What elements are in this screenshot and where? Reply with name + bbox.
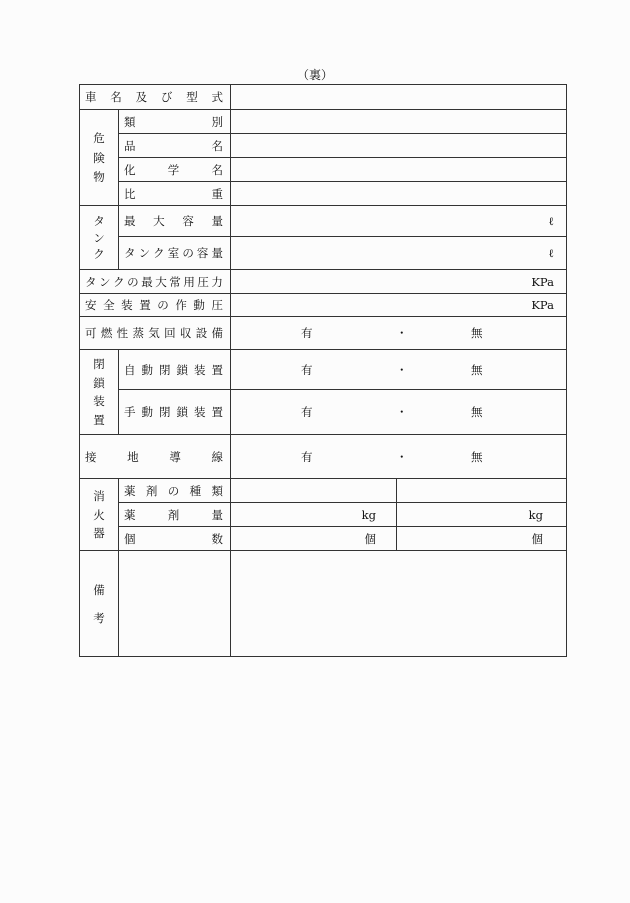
label-char: 置 (211, 362, 223, 377)
label-chemical-name (118, 157, 230, 181)
label-char: 大 (155, 274, 167, 289)
label-char: 量 (211, 246, 223, 260)
unit-kg: kg (361, 507, 376, 522)
label-char: 作 (175, 298, 187, 312)
label-char: ン (93, 230, 105, 245)
label-char: 名 (110, 90, 122, 104)
label-hazardous-material (79, 109, 118, 205)
label-char: 気 (148, 326, 160, 340)
label-char: 手 (124, 405, 136, 419)
label-tank (79, 205, 118, 269)
label-char: 名 (211, 138, 223, 153)
field-count-b[interactable] (396, 526, 567, 550)
label-char: 蒸 (132, 326, 144, 340)
label-char: ン (138, 246, 151, 260)
option-yes[interactable]: 有 (301, 449, 313, 464)
label-specific-gravity (118, 181, 230, 205)
separator-dot: ・ (396, 405, 408, 419)
separator-dot: ・ (396, 326, 408, 340)
label-char: 置 (211, 405, 223, 419)
label-char: び (160, 90, 173, 104)
label-char: 化 (124, 162, 136, 177)
option-no[interactable]: 無 (471, 449, 483, 464)
label-char: 導 (169, 449, 181, 464)
label-char: 動 (141, 362, 153, 377)
label-char: 消 (93, 488, 105, 503)
label-char: 動 (141, 405, 153, 419)
label-ground-wire (79, 434, 230, 478)
label-char: 収 (179, 326, 192, 340)
label-char: 剤 (167, 507, 180, 522)
label-char: 閉 (159, 405, 171, 419)
label-char: 圧 (211, 298, 223, 312)
label-char: 用 (183, 274, 195, 289)
label-safety-valve-pressure (79, 293, 230, 316)
label-agent-amount (118, 502, 230, 526)
separator-dot: ・ (396, 362, 408, 377)
label-max-working-pressure (79, 269, 230, 293)
label-char: 備 (93, 582, 105, 597)
label-char: 比 (124, 186, 136, 201)
label-char: 全 (103, 298, 115, 312)
label-char: タ (124, 246, 136, 260)
label-closure-device (79, 349, 118, 434)
label-char: 燃 (100, 326, 113, 340)
field-remarks[interactable] (230, 550, 567, 657)
separator-dot: ・ (396, 449, 408, 464)
label-char: 回 (164, 326, 176, 340)
unit-liter: ℓ (548, 246, 554, 260)
unit-liter: ℓ (548, 214, 554, 228)
label-char: 設 (195, 326, 208, 340)
label-char: 装 (121, 298, 133, 312)
label-char: 量 (211, 214, 223, 228)
label-vapor-recovery (79, 316, 230, 349)
field-count-a[interactable] (230, 526, 396, 550)
label-char: 剤 (145, 483, 158, 498)
label-char: の (157, 298, 169, 312)
label-char: 個 (124, 531, 136, 546)
option-no[interactable]: 無 (471, 405, 483, 419)
field-vehicle-model[interactable] (230, 84, 567, 109)
label-char: 閉 (93, 357, 105, 372)
label-char: 備 (211, 326, 223, 340)
label-char: 数 (211, 531, 223, 546)
label-char: の (127, 274, 139, 289)
label-char: 線 (211, 449, 223, 464)
label-char: 型 (186, 90, 198, 104)
label-char: 自 (124, 362, 136, 377)
option-yes[interactable]: 有 (301, 326, 313, 340)
label-char: 学 (167, 162, 180, 177)
field-chemical-name[interactable] (230, 157, 567, 181)
label-char: 薬 (124, 507, 136, 522)
label-char: 容 (196, 246, 209, 260)
page-title: （裏） (296, 68, 333, 82)
label-char: 動 (193, 298, 205, 312)
label-fire-extinguisher (79, 478, 118, 550)
label-char: 圧 (197, 274, 209, 289)
field-agent-amount-b[interactable] (396, 502, 567, 526)
label-vehicle-model (79, 84, 230, 109)
label-char: 類 (124, 114, 136, 129)
label-char: 式 (211, 90, 223, 104)
label-char: 物 (93, 170, 105, 185)
label-char: ン (99, 274, 111, 289)
unit-count: 個 (531, 531, 543, 546)
label-char: 室 (167, 246, 180, 260)
label-remarks (79, 550, 118, 657)
label-char: 火 (93, 507, 105, 522)
label-char: 薬 (124, 483, 136, 498)
label-char: 重 (211, 186, 223, 201)
label-char: 品 (124, 138, 136, 153)
label-char: 考 (93, 611, 105, 626)
label-char: ク (93, 247, 105, 262)
label-char: 及 (135, 90, 148, 104)
label-char: 鎖 (176, 362, 188, 377)
option-yes[interactable]: 有 (301, 362, 313, 377)
field-max-working-pressure[interactable] (230, 269, 567, 293)
label-char: 危 (93, 130, 105, 145)
label-char: 最 (141, 274, 153, 289)
field-specific-gravity[interactable] (230, 181, 567, 205)
choice-manual-closure[interactable] (230, 389, 567, 434)
label-char: 接 (85, 449, 97, 464)
field-agent-type-a[interactable] (230, 478, 396, 502)
unit-kpa: KPa (531, 298, 554, 312)
label-char: 器 (93, 526, 105, 541)
choice-vapor-recovery[interactable] (230, 316, 567, 349)
label-char: 別 (211, 114, 223, 129)
option-no[interactable]: 無 (471, 326, 483, 340)
field-agent-amount-a[interactable] (230, 502, 396, 526)
label-char: 可 (85, 326, 97, 340)
field-agent-type-b[interactable] (396, 478, 567, 502)
choice-ground-wire[interactable] (230, 434, 567, 478)
field-tank-room-capacity[interactable] (230, 236, 567, 269)
label-char: 鎖 (176, 405, 188, 419)
label-char: 装 (93, 394, 105, 409)
field-safety-valve-pressure[interactable] (230, 293, 567, 316)
label-category (118, 109, 230, 133)
label-char: 種 (189, 483, 202, 498)
field-category[interactable] (230, 109, 567, 133)
label-char: 名 (211, 162, 223, 177)
label-char: 地 (127, 449, 139, 464)
label-char: 最 (124, 214, 136, 228)
label-char: 鎖 (93, 375, 105, 390)
unit-count: 個 (364, 531, 376, 546)
label-char: タ (85, 274, 97, 289)
unit-kpa: KPa (531, 274, 554, 289)
option-yes[interactable]: 有 (301, 405, 313, 419)
label-tank-room-capacity (118, 236, 230, 269)
label-char: 大 (153, 214, 165, 228)
label-count (118, 526, 230, 550)
label-char: 車 (85, 90, 97, 104)
label-char: の (182, 246, 194, 260)
label-char: ク (113, 274, 125, 289)
label-char: 閉 (159, 362, 171, 377)
label-agent-type (118, 478, 230, 502)
label-char: 常 (169, 274, 181, 289)
label-char: 装 (194, 405, 206, 419)
label-char: 容 (182, 214, 194, 228)
field-product-name[interactable] (230, 133, 567, 157)
label-char: 量 (211, 507, 223, 522)
field-max-capacity[interactable] (230, 205, 567, 236)
label-auto-closure (118, 349, 230, 389)
label-char: 置 (93, 412, 105, 427)
label-char: タ (93, 213, 105, 228)
option-no[interactable]: 無 (471, 362, 483, 377)
label-char: 性 (116, 326, 129, 340)
label-char: 類 (211, 483, 223, 498)
label-char: 力 (211, 274, 223, 289)
field-remarks-sub[interactable] (118, 550, 230, 657)
label-manual-closure (118, 389, 230, 434)
choice-auto-closure[interactable] (230, 349, 567, 389)
label-char: 装 (194, 362, 206, 377)
label-char: の (167, 483, 180, 498)
label-product-name (118, 133, 230, 157)
label-char: ク (153, 246, 165, 260)
label-max-capacity (118, 205, 230, 236)
label-char: 置 (139, 298, 151, 312)
label-char: 安 (85, 298, 97, 312)
label-char: 険 (93, 150, 105, 165)
unit-kg: kg (528, 507, 543, 522)
